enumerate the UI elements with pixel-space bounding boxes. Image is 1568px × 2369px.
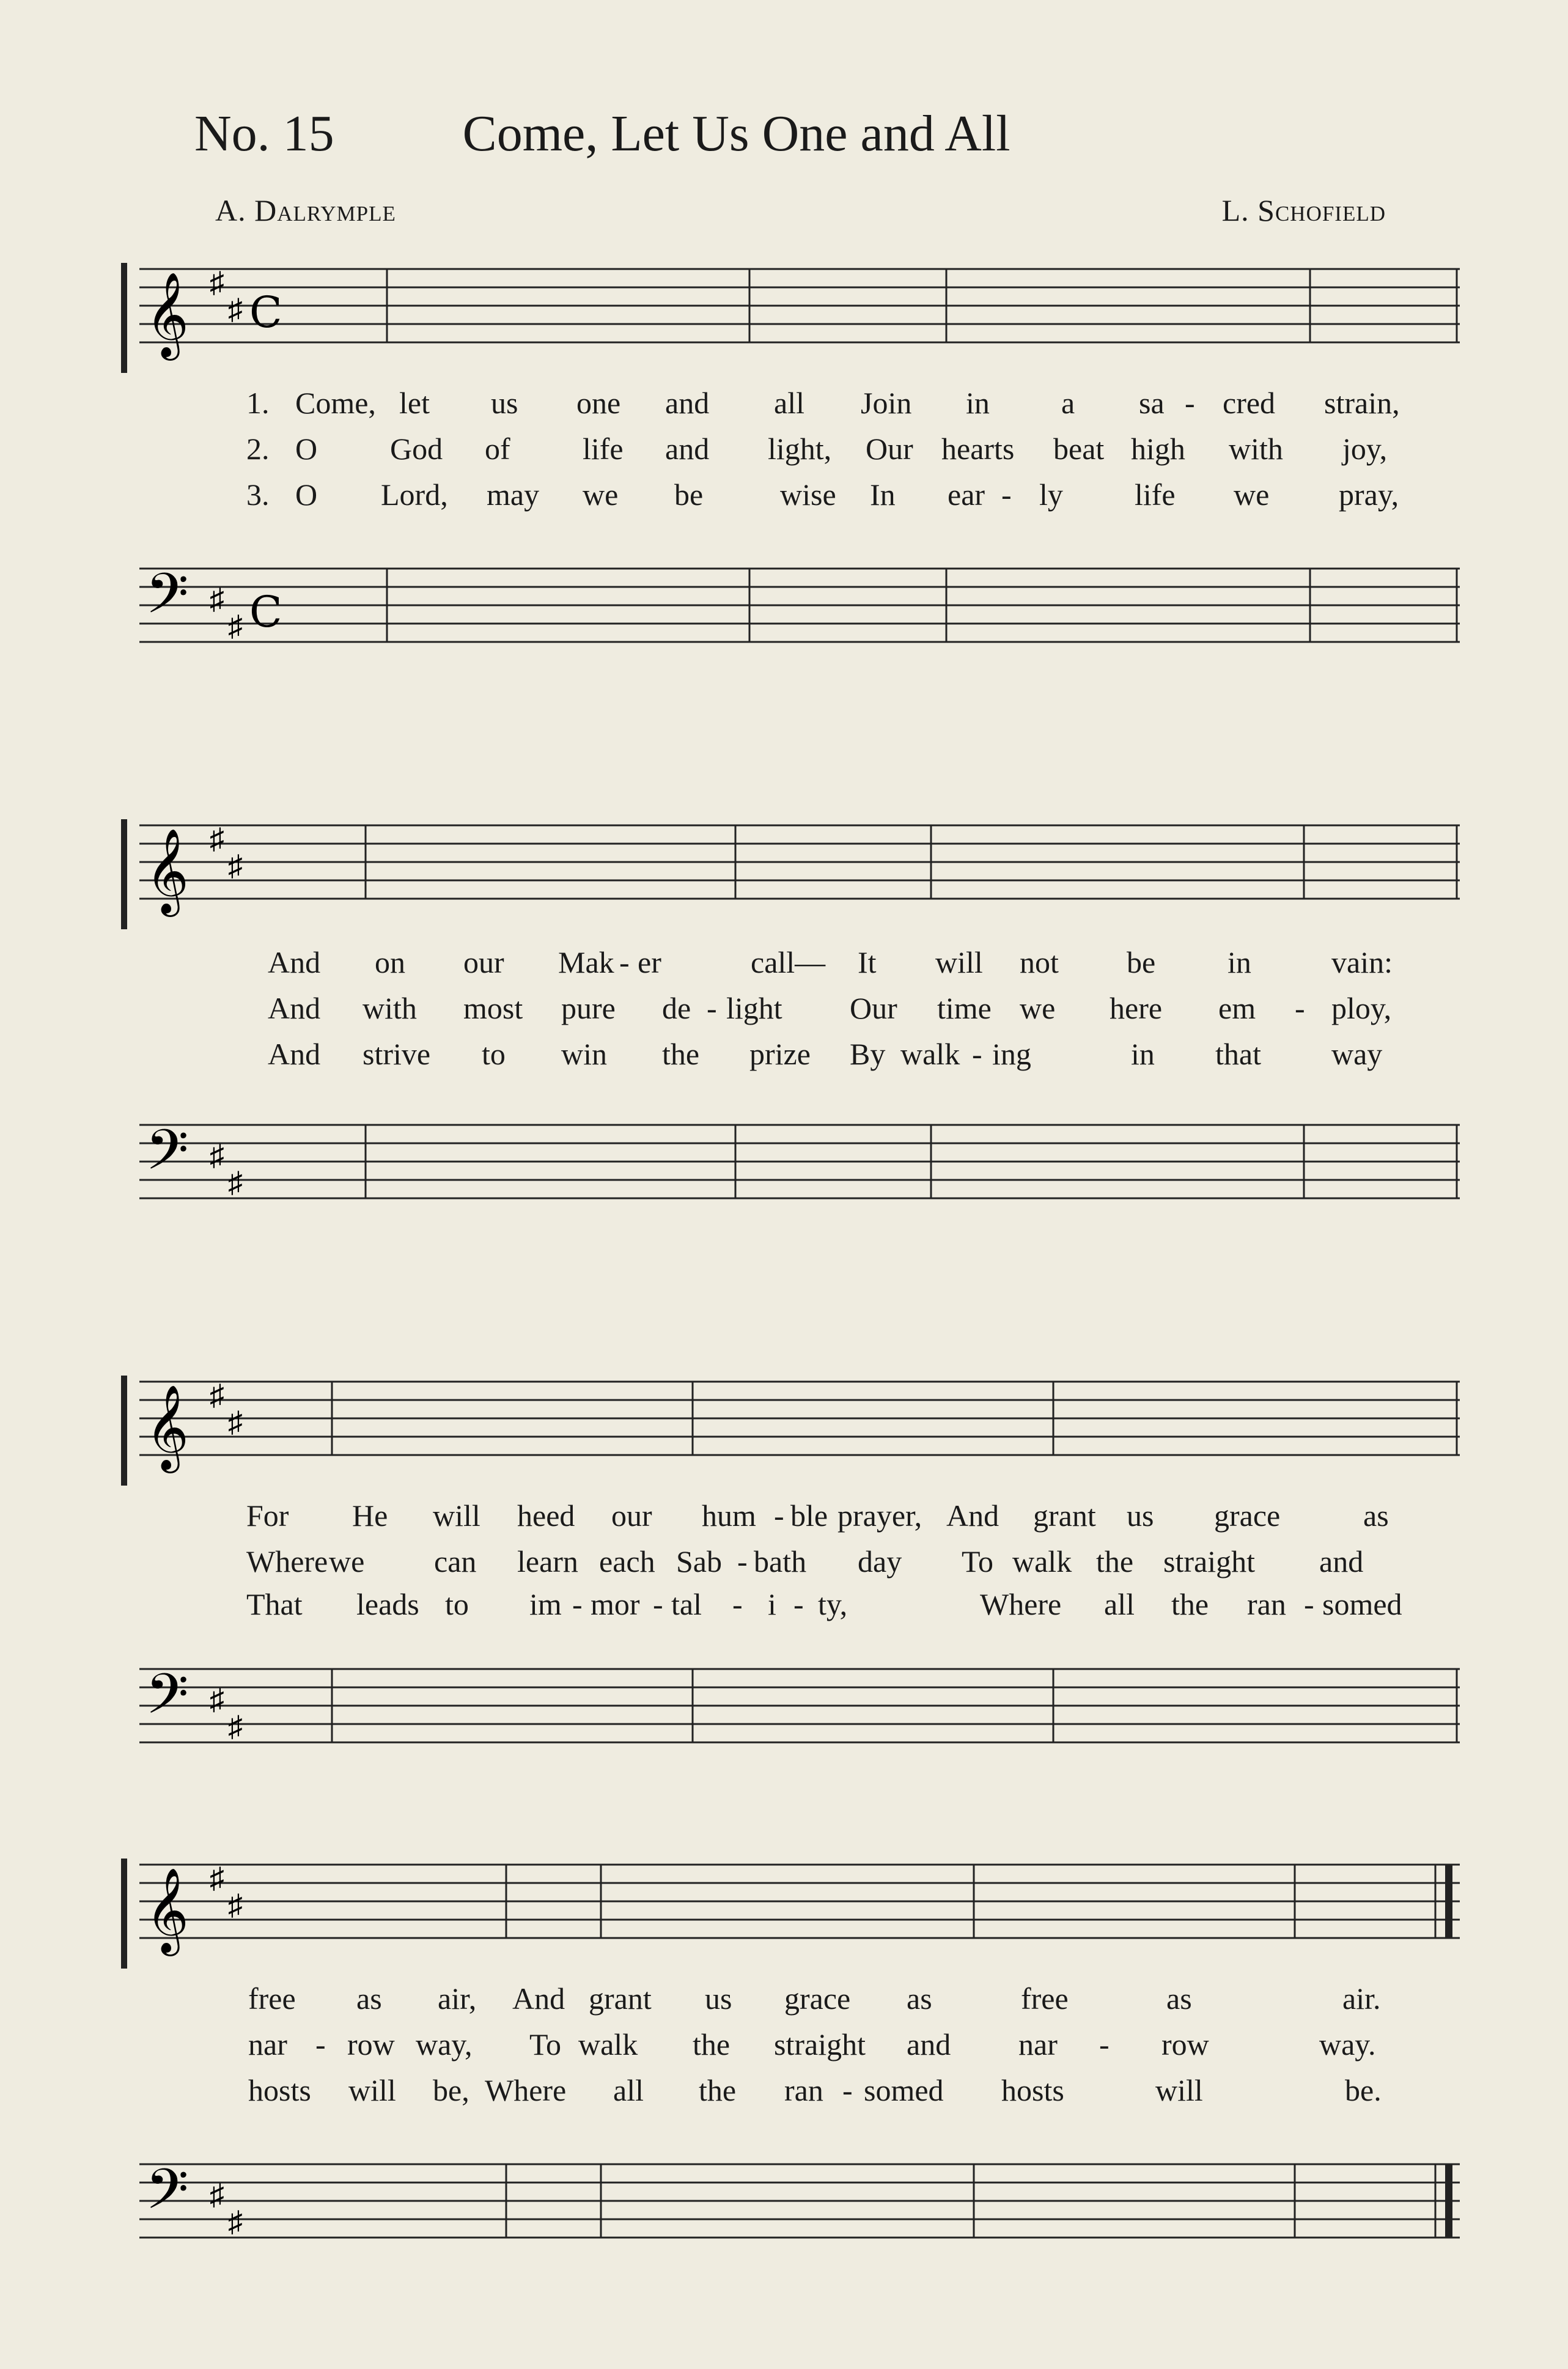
lyric-word: em [1218, 991, 1256, 1025]
lyric-word: as [907, 1981, 932, 2016]
lyric-word: grace [784, 1981, 851, 2016]
hymn-number: No. 15 [194, 105, 334, 162]
lyric-word: nar [248, 2027, 287, 2061]
lyric-word: time [937, 991, 992, 1025]
lyric-word: straight [1163, 1544, 1255, 1579]
hymn-header [194, 104, 1010, 163]
lyric-word: - [707, 991, 717, 1025]
lyric-word: the [693, 2027, 731, 2061]
lyric-word: and [665, 432, 710, 466]
lyric-word: the [1171, 1587, 1209, 1621]
lyric-word: ear [948, 477, 985, 512]
lyric-word: light, [768, 432, 832, 466]
lyric-word: i [768, 1587, 776, 1621]
lyric-word: bath [754, 1544, 807, 1579]
lyric-word: way, [416, 2027, 473, 2061]
lyric-word: 1. [246, 386, 270, 420]
lyric-word: - [653, 1587, 663, 1621]
lyric-word: - [1099, 2027, 1110, 2061]
lyric-word: ran [784, 2073, 823, 2107]
lyric-word: walk [1012, 1544, 1072, 1579]
treble-staff-2 [121, 807, 1460, 929]
lyric-word: let [399, 386, 430, 420]
lyric-word: O [295, 432, 318, 466]
svg-text:♯: ♯ [228, 610, 243, 643]
lyric-word: free [248, 1981, 296, 2016]
lyricist-credit: A. Dalrymple [215, 193, 396, 227]
bass-staff-2 [121, 1107, 1460, 1229]
music-system-1 [121, 245, 1460, 685]
lyric-word: mor [591, 1587, 640, 1621]
svg-text:♯: ♯ [228, 850, 243, 882]
svg-text:♯: ♯ [210, 1684, 224, 1716]
verse-1-line [121, 1981, 1460, 2024]
lyric-word: pure [561, 991, 616, 1025]
lyric-word: ly [1039, 477, 1063, 512]
lyric-word: - [315, 2027, 326, 2061]
lyric-word: And [268, 1037, 321, 1071]
svg-text:♯: ♯ [228, 1711, 243, 1743]
lyric-word: - [774, 1498, 784, 1533]
lyric-word: Where [980, 1587, 1062, 1621]
lyric-word: O [295, 477, 318, 512]
lyric-word: cred [1223, 386, 1276, 420]
lyric-word: - [619, 945, 630, 979]
lyric-word: row [1161, 2027, 1209, 2061]
lyric-word: call— [751, 945, 826, 979]
lyric-word: By [850, 1037, 886, 1071]
lyric-word: - [572, 1587, 583, 1621]
lyric-word: not [1020, 945, 1059, 979]
verse-1-line [121, 385, 1460, 428]
lyric-word: a [1061, 386, 1075, 420]
lyric-word: the [1096, 1544, 1134, 1579]
lyric-word: ty, [818, 1587, 848, 1621]
treble-staff-3 [121, 1363, 1460, 1486]
lyric-word: to [482, 1037, 506, 1071]
lyric-word: as [1166, 1981, 1192, 2016]
lyric-word: hum [702, 1498, 756, 1533]
lyric-word: walk [900, 1037, 960, 1071]
lyric-word: Come, [295, 386, 376, 420]
lyric-word: hosts [248, 2073, 311, 2107]
lyric-word: - [1185, 386, 1195, 420]
lyric-word: our [463, 945, 504, 979]
lyric-word: our [611, 1498, 652, 1533]
lyric-word: strain, [1324, 386, 1400, 420]
svg-text:𝄞: 𝄞 [145, 828, 189, 913]
lyric-word: most [463, 991, 523, 1025]
lyric-word: and [907, 2027, 951, 2061]
lyric-word: may [487, 477, 540, 512]
svg-text:♯: ♯ [228, 1889, 243, 1921]
lyric-word: life [583, 432, 624, 466]
lyric-word: strive [363, 1037, 431, 1071]
lyric-word: - [1295, 991, 1305, 1025]
music-system-2 [121, 801, 1460, 1241]
lyric-word: Mak [558, 945, 614, 979]
svg-text:♯: ♯ [228, 2206, 243, 2238]
lyric-word: - [732, 1587, 743, 1621]
lyric-word: Where [246, 1544, 328, 1579]
verse-2-line [121, 2027, 1460, 2069]
lyric-word: all [613, 2073, 644, 2107]
bass-staff-4 [121, 2146, 1460, 2268]
music-system-3 [121, 1357, 1460, 1785]
lyric-word: vain: [1331, 945, 1393, 979]
verse-3-line [121, 1586, 1460, 1629]
lyric-word: To [962, 1544, 994, 1579]
lyric-word: one [576, 386, 621, 420]
lyric-word: as [356, 1981, 382, 2016]
lyric-word: as [1363, 1498, 1389, 1533]
lyric-word: He [352, 1498, 388, 1533]
verse-2-line [121, 990, 1460, 1033]
svg-text:𝄢: 𝄢 [145, 1118, 189, 1196]
lyric-word: we [329, 1544, 365, 1579]
svg-text:𝄢: 𝄢 [145, 1662, 189, 1740]
lyric-word: heed [517, 1498, 575, 1533]
svg-text:C: C [249, 287, 282, 337]
lyric-word: sa [1139, 386, 1165, 420]
lyric-word: of [485, 432, 510, 466]
svg-text:♯: ♯ [210, 267, 224, 299]
lyric-word: de [662, 991, 691, 1025]
lyric-word: be, [433, 2073, 469, 2107]
svg-text:♯: ♯ [228, 293, 243, 326]
lyric-word: And [946, 1498, 999, 1533]
lyric-word: in [966, 386, 990, 420]
lyric-word: day [858, 1544, 902, 1579]
svg-text:♯: ♯ [210, 1379, 224, 1412]
svg-text:𝄞: 𝄞 [145, 1868, 189, 1953]
lyric-word: straight [774, 2027, 866, 2061]
lyric-word: beat [1053, 432, 1105, 466]
lyric-word: Our [850, 991, 897, 1025]
lyric-word: prayer, [837, 1498, 922, 1533]
svg-text:♯: ♯ [210, 1862, 224, 1895]
lyric-word: grace [1214, 1498, 1281, 1533]
lyric-word: ran [1247, 1587, 1286, 1621]
lyric-word: all [1104, 1587, 1135, 1621]
music-system-4 [121, 1840, 1460, 2280]
lyric-word: - [793, 1587, 804, 1621]
lyric-word: nar [1018, 2027, 1058, 2061]
lyric-word: and [1319, 1544, 1364, 1579]
lyric-word: tal [671, 1587, 702, 1621]
lyric-word: with [363, 991, 417, 1025]
svg-text:𝄞: 𝄞 [145, 272, 189, 357]
lyric-word: It [858, 945, 877, 979]
verse-3-line [121, 477, 1460, 520]
svg-text:♯: ♯ [228, 1406, 243, 1439]
bass-staff-3 [121, 1651, 1460, 1773]
lyric-word: ing [992, 1037, 1031, 1071]
lyric-word: us [1127, 1498, 1154, 1533]
lyric-word: somed [864, 2073, 944, 2107]
verse-3-line [121, 1036, 1460, 1079]
treble-staff-1 [121, 251, 1460, 373]
lyric-word: Our [866, 432, 913, 466]
lyric-word: leads [356, 1587, 419, 1621]
svg-text:♯: ♯ [210, 1140, 224, 1172]
lyric-word: pray, [1339, 477, 1399, 512]
lyric-word: be [1127, 945, 1156, 979]
composer-credit: L. Schofield [1221, 193, 1386, 227]
verse-1-line [121, 945, 1460, 987]
hymn-title: Come, Let Us One and All [462, 105, 1010, 162]
lyric-word: - [842, 2073, 853, 2107]
lyric-word: way [1331, 1037, 1383, 1071]
svg-text:♯: ♯ [228, 1166, 243, 1199]
lyric-word: 2. [246, 432, 270, 466]
lyric-word: on [375, 945, 405, 979]
svg-text:♯: ♯ [210, 583, 224, 616]
lyric-word: hearts [941, 432, 1015, 466]
lyric-word: the [662, 1037, 700, 1071]
lyric-word: prize [749, 1037, 811, 1071]
treble-staff-4 [121, 1846, 1460, 1969]
lyric-word: To [529, 2027, 562, 2061]
lyric-word: grant [1033, 1498, 1096, 1533]
lyric-word: hosts [1001, 2073, 1064, 2107]
lyric-word: the [699, 2073, 737, 2107]
lyric-word: grant [589, 1981, 652, 2016]
lyric-word: we [1020, 991, 1056, 1025]
lyric-word: light [726, 991, 782, 1025]
lyric-word: - [1304, 1587, 1314, 1621]
lyric-word: And [268, 991, 321, 1025]
lyric-word: God [390, 432, 443, 466]
svg-text:♯: ♯ [210, 2179, 224, 2211]
verse-1-line [121, 1498, 1460, 1541]
lyric-word: life [1135, 477, 1176, 512]
lyric-word: we [1234, 477, 1270, 512]
lyric-word: with [1229, 432, 1283, 466]
verse-2-line [121, 431, 1460, 474]
lyric-word: For [246, 1498, 289, 1533]
lyric-word: That [246, 1587, 303, 1621]
lyric-word: im [529, 1587, 562, 1621]
svg-text:♯: ♯ [210, 823, 224, 855]
lyric-word: somed [1322, 1587, 1402, 1621]
lyric-word: will [935, 945, 983, 979]
lyric-word: us [491, 386, 518, 420]
lyric-word: er [638, 945, 661, 979]
lyric-word: be [674, 477, 704, 512]
svg-text:𝄞: 𝄞 [145, 1385, 189, 1470]
lyric-word: will [348, 2073, 396, 2107]
lyric-word: row [347, 2027, 395, 2061]
lyric-word: Sab [676, 1544, 722, 1579]
lyric-word: can [434, 1544, 477, 1579]
lyric-word: ble [790, 1498, 828, 1533]
lyric-word: in [1131, 1037, 1155, 1071]
lyric-word: each [599, 1544, 655, 1579]
lyric-word: in [1228, 945, 1251, 979]
lyric-word: we [583, 477, 619, 512]
lyric-word: air, [438, 1981, 477, 2016]
lyric-word: ploy, [1331, 991, 1392, 1025]
lyric-word: free [1021, 1981, 1069, 2016]
lyric-word: and [665, 386, 710, 420]
lyric-word: to [445, 1587, 469, 1621]
lyric-word: Lord, [381, 477, 448, 512]
lyric-word: 3. [246, 477, 270, 512]
svg-text:𝄢: 𝄢 [145, 561, 189, 639]
lyric-word: air. [1342, 1981, 1381, 2016]
lyric-word: that [1215, 1037, 1261, 1071]
lyric-word: way. [1319, 2027, 1376, 2061]
lyric-word: wise [780, 477, 836, 512]
bass-staff-1 [121, 550, 1460, 672]
lyric-word: high [1131, 432, 1185, 466]
lyric-word: And [268, 945, 321, 979]
lyric-word: In [870, 477, 896, 512]
lyric-word: Join [861, 386, 912, 420]
verse-3-line [121, 2072, 1460, 2115]
verse-2-line [121, 1544, 1460, 1586]
svg-text:C: C [249, 587, 282, 637]
lyric-word: will [433, 1498, 480, 1533]
lyric-word: will [1155, 2073, 1203, 2107]
lyric-word: all [774, 386, 804, 420]
lyric-word: - [972, 1037, 982, 1071]
lyric-word: And [512, 1981, 565, 2016]
lyric-word: joy, [1342, 432, 1388, 466]
lyric-word: learn [517, 1544, 578, 1579]
lyric-word: be. [1345, 2073, 1382, 2107]
svg-text:𝄢: 𝄢 [145, 2157, 189, 2235]
lyric-word: - [737, 1544, 748, 1579]
lyric-word: Where [485, 2073, 567, 2107]
lyric-word: walk [578, 2027, 638, 2061]
lyric-word: win [561, 1037, 607, 1071]
lyric-word: - [1001, 477, 1012, 512]
lyric-word: here [1110, 991, 1163, 1025]
lyric-word: us [705, 1981, 732, 2016]
